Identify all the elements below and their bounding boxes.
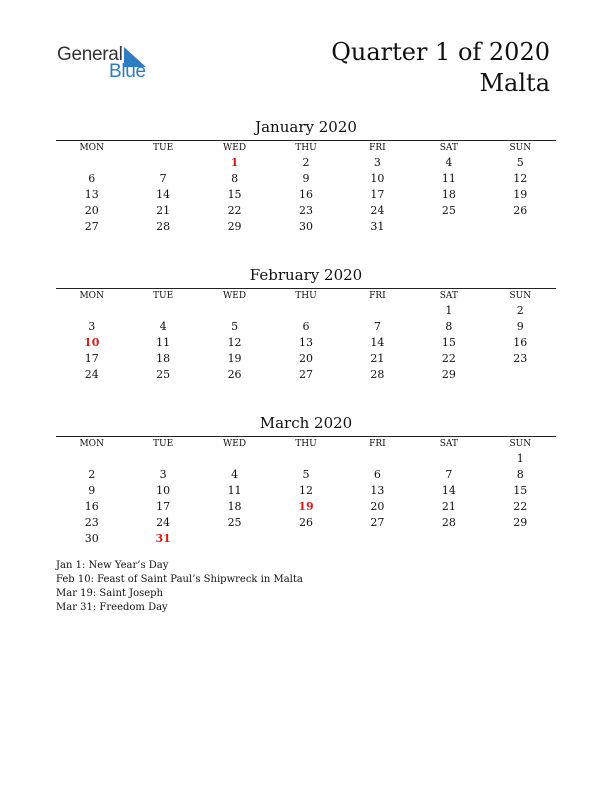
- month-title: January 2020: [255, 118, 357, 136]
- day-cell: 8: [231, 172, 239, 185]
- day-cell: 27: [298, 368, 313, 381]
- weekday-label: SAT: [439, 291, 458, 301]
- day-cell: 17: [84, 352, 99, 365]
- day-cell: 19: [227, 352, 242, 365]
- day-cell: 4: [445, 156, 453, 169]
- day-cell: 27: [370, 516, 385, 529]
- empty-day-cell: [56, 451, 127, 467]
- day-cell: 12: [513, 172, 528, 185]
- weekday-label: TUE: [153, 439, 174, 449]
- empty-day-cell: [485, 531, 556, 547]
- day-cell: 31: [370, 220, 385, 233]
- day-cell: 7: [445, 468, 453, 481]
- day-cell: 8: [445, 320, 453, 333]
- day-cell: 5: [302, 468, 310, 481]
- month-title: March 2020: [259, 414, 353, 432]
- day-cell: 13: [370, 484, 385, 497]
- weekday-label: WED: [223, 439, 247, 449]
- day-cell: 11: [156, 336, 171, 349]
- empty-day-cell: [485, 367, 556, 383]
- day-cell: 20: [84, 204, 99, 217]
- day-cell: 4: [159, 320, 167, 333]
- day-cell: 25: [441, 204, 456, 217]
- day-cell: 29: [441, 368, 456, 381]
- day-cell: 1: [445, 304, 453, 317]
- day-cell: 26: [227, 368, 242, 381]
- weekday-label: WED: [223, 291, 247, 301]
- weekday-label: FRI: [369, 439, 386, 449]
- day-cell: 14: [441, 484, 456, 497]
- day-cell: 5: [231, 320, 239, 333]
- day-cell: 6: [88, 172, 96, 185]
- day-cell: 25: [156, 368, 171, 381]
- day-cell: 17: [156, 500, 171, 513]
- weekday-label: MON: [79, 439, 104, 449]
- day-cell: 9: [302, 172, 310, 185]
- day-cell: 15: [513, 484, 528, 497]
- day-cell: 3: [159, 468, 167, 481]
- day-cell: 21: [370, 352, 385, 365]
- weekday-label: TUE: [153, 143, 174, 153]
- day-cell: 22: [227, 204, 242, 217]
- day-cell: 3: [88, 320, 96, 333]
- empty-day-cell: [413, 451, 484, 467]
- title-country: Malta: [479, 69, 550, 97]
- empty-day-cell: [342, 303, 413, 319]
- weekday-label: FRI: [369, 143, 386, 153]
- empty-day-cell: [199, 303, 270, 319]
- weekday-header: [56, 289, 556, 303]
- holiday-note: Mar 31: Freedom Day: [56, 602, 168, 613]
- empty-day-cell: [342, 451, 413, 467]
- day-cell: 16: [84, 500, 99, 513]
- day-cell: 27: [84, 220, 99, 233]
- brand-word-blue: Blue: [109, 61, 146, 82]
- day-grid: [56, 155, 556, 235]
- empty-day-cell: [127, 451, 198, 467]
- day-cell: 19: [513, 188, 528, 201]
- holiday-notes: [56, 559, 303, 615]
- empty-day-cell: [342, 531, 413, 547]
- day-cell: 9: [516, 320, 524, 333]
- weekday-header: [56, 437, 556, 451]
- day-cell: 18: [441, 188, 456, 201]
- day-grid: [56, 303, 556, 383]
- weekday-label: SAT: [439, 143, 458, 153]
- day-cell: 26: [298, 516, 313, 529]
- day-cell: 29: [513, 516, 528, 529]
- day-cell: 24: [84, 368, 99, 381]
- weekday-label: TUE: [153, 291, 174, 301]
- day-cell: 16: [513, 336, 528, 349]
- day-cell: 24: [370, 204, 385, 217]
- weekday-label: WED: [223, 143, 247, 153]
- day-cell: 3: [373, 156, 381, 169]
- empty-day-cell: [199, 451, 270, 467]
- day-cell: 5: [516, 156, 524, 169]
- day-cell: 25: [227, 516, 242, 529]
- holiday-day-cell: 31: [155, 532, 171, 545]
- month-january: [56, 117, 556, 235]
- empty-day-cell: [270, 451, 341, 467]
- day-cell: 14: [370, 336, 385, 349]
- weekday-label: THU: [295, 291, 317, 301]
- day-cell: 9: [88, 484, 96, 497]
- empty-day-cell: [413, 219, 484, 235]
- day-cell: 2: [516, 304, 524, 317]
- day-cell: 22: [441, 352, 456, 365]
- day-cell: 16: [298, 188, 313, 201]
- day-cell: 23: [84, 516, 99, 529]
- day-cell: 2: [302, 156, 310, 169]
- day-cell: 30: [298, 220, 313, 233]
- day-cell: 6: [373, 468, 381, 481]
- empty-day-cell: [127, 303, 198, 319]
- day-cell: 2: [88, 468, 96, 481]
- empty-day-cell: [127, 155, 198, 171]
- empty-day-cell: [270, 303, 341, 319]
- month-march: [56, 413, 556, 547]
- day-cell: 13: [298, 336, 313, 349]
- day-cell: 21: [156, 204, 171, 217]
- day-cell: 14: [156, 188, 171, 201]
- day-cell: 24: [156, 516, 171, 529]
- holiday-day-cell: 10: [84, 336, 100, 349]
- day-cell: 4: [231, 468, 239, 481]
- weekday-label: THU: [295, 143, 317, 153]
- day-cell: 28: [156, 220, 171, 233]
- day-cell: 29: [227, 220, 242, 233]
- day-cell: 28: [441, 516, 456, 529]
- day-cell: 12: [227, 336, 242, 349]
- empty-day-cell: [485, 219, 556, 235]
- weekday-label: SAT: [439, 439, 458, 449]
- day-cell: 11: [441, 172, 456, 185]
- weekday-label: MON: [79, 291, 104, 301]
- brand-word-general: General: [57, 44, 123, 65]
- day-cell: 1: [516, 452, 524, 465]
- day-cell: 22: [513, 500, 528, 513]
- holiday-note: Feb 10: Feast of Saint Paul’s Shipwreck in Malta: [56, 574, 303, 585]
- title-quarter: Quarter 1 of 2020: [331, 38, 550, 66]
- day-cell: 17: [370, 188, 385, 201]
- day-cell: 28: [370, 368, 385, 381]
- day-cell: 11: [227, 484, 242, 497]
- holiday-day-cell: 1: [230, 156, 239, 169]
- brand-logo: [57, 44, 167, 84]
- day-cell: 6: [302, 320, 310, 333]
- page-title: [331, 37, 550, 99]
- empty-day-cell: [56, 155, 127, 171]
- day-cell: 23: [298, 204, 313, 217]
- weekday-label: SUN: [509, 439, 532, 449]
- day-cell: 21: [441, 500, 456, 513]
- empty-day-cell: [199, 531, 270, 547]
- holiday-note: Mar 19: Saint Joseph: [56, 588, 164, 599]
- day-cell: 10: [156, 484, 171, 497]
- holiday-day-cell: 19: [298, 500, 314, 513]
- day-cell: 10: [370, 172, 385, 185]
- empty-day-cell: [270, 531, 341, 547]
- day-cell: 20: [298, 352, 313, 365]
- day-cell: 18: [227, 500, 242, 513]
- empty-day-cell: [56, 303, 127, 319]
- holiday-note: Jan 1: New Year’s Day: [56, 560, 169, 571]
- day-cell: 7: [159, 172, 167, 185]
- day-cell: 30: [84, 532, 99, 545]
- day-cell: 8: [516, 468, 524, 481]
- day-cell: 20: [370, 500, 385, 513]
- day-cell: 15: [441, 336, 456, 349]
- month-february: [56, 265, 556, 383]
- day-grid: [56, 451, 556, 547]
- weekday-label: MON: [79, 143, 104, 153]
- weekday-label: THU: [295, 439, 317, 449]
- day-cell: 12: [298, 484, 313, 497]
- empty-day-cell: [413, 531, 484, 547]
- month-title: February 2020: [249, 266, 363, 284]
- weekday-header: [56, 141, 556, 155]
- day-cell: 15: [227, 188, 242, 201]
- day-cell: 26: [513, 204, 528, 217]
- weekday-label: FRI: [369, 291, 386, 301]
- day-cell: 13: [84, 188, 99, 201]
- day-cell: 23: [513, 352, 528, 365]
- day-cell: 7: [373, 320, 381, 333]
- weekday-label: SUN: [509, 143, 532, 153]
- weekday-label: SUN: [509, 291, 532, 301]
- day-cell: 18: [156, 352, 171, 365]
